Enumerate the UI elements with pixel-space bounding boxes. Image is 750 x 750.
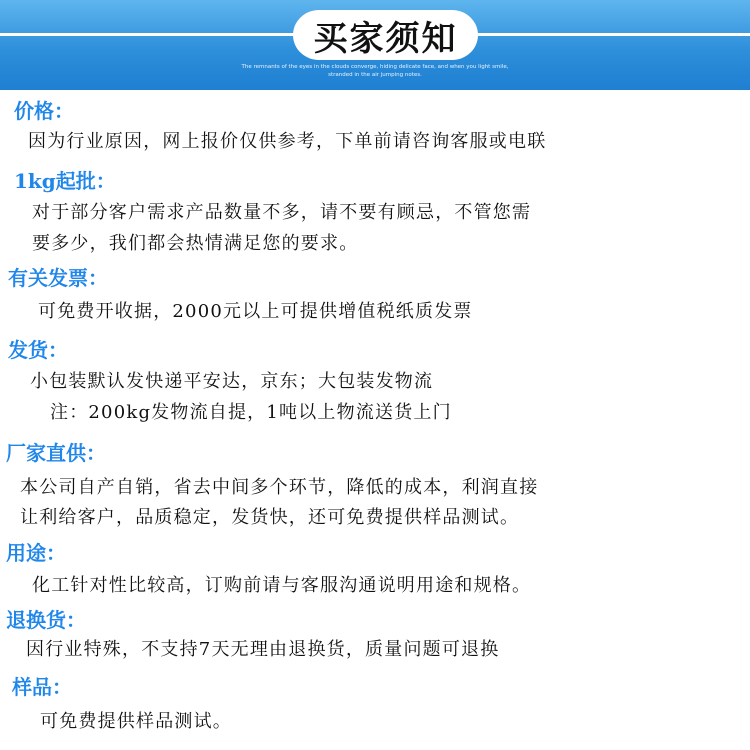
banner-divider-right bbox=[478, 33, 750, 36]
samples-heading: 样品： bbox=[12, 675, 72, 699]
banner-tagline-line-2: stranded in the air jumping notes. bbox=[328, 72, 422, 78]
page-title: 买家须知 bbox=[313, 18, 458, 59]
returns-text-line-1: 因行业特殊，不支持7天无理由退换货，质量问题可退换 bbox=[26, 639, 500, 660]
invoice-text-line-1: 可免费开收据，2000元以上可提供增值税纸质发票 bbox=[38, 301, 473, 322]
shipping-heading: 发货： bbox=[8, 338, 68, 362]
min-order-text-line-1: 对于部分客户需求产品数量不多，请不要有顾忌，不管您需 bbox=[32, 202, 532, 223]
banner-tagline-line-1: The remnants of the eyes in the clouds converge, hiding delicate face, and when you light smile, bbox=[241, 64, 509, 70]
header-banner bbox=[0, 0, 750, 90]
shipping-text-line-1: 小包装默认发快递平安达，京东；大包装发物流 bbox=[30, 371, 434, 392]
title-box bbox=[293, 10, 478, 60]
banner-divider-left bbox=[0, 33, 293, 36]
price-text-line-1: 因为行业原因，网上报价仅供参考，下单前请咨询客服或电联 bbox=[28, 131, 547, 152]
min-order-heading: 1kg起批： bbox=[14, 169, 116, 193]
factory-direct-text-line-1: 本公司自产自销，省去中间多个环节，降低的成本，利润直接 bbox=[20, 477, 539, 498]
shipping-text-line-2: 注：200kg发物流自提，1吨以上物流送货上门 bbox=[50, 402, 452, 423]
usage-text-line-1: 化工针对性比较高，订购前请与客服沟通说明用途和规格。 bbox=[32, 575, 532, 596]
invoice-heading: 有关发票： bbox=[8, 266, 108, 290]
factory-direct-text-line-2: 让利给客户，品质稳定，发货快，还可免费提供样品测试。 bbox=[20, 507, 520, 528]
factory-direct-heading: 厂家直供： bbox=[6, 441, 106, 465]
price-heading: 价格： bbox=[14, 99, 74, 123]
usage-heading: 用途： bbox=[6, 541, 66, 565]
returns-heading: 退换货： bbox=[6, 608, 86, 632]
min-order-text-line-2: 要多少，我们都会热情满足您的要求。 bbox=[32, 233, 359, 254]
samples-text-line-1: 可免费提供样品测试。 bbox=[40, 711, 232, 732]
